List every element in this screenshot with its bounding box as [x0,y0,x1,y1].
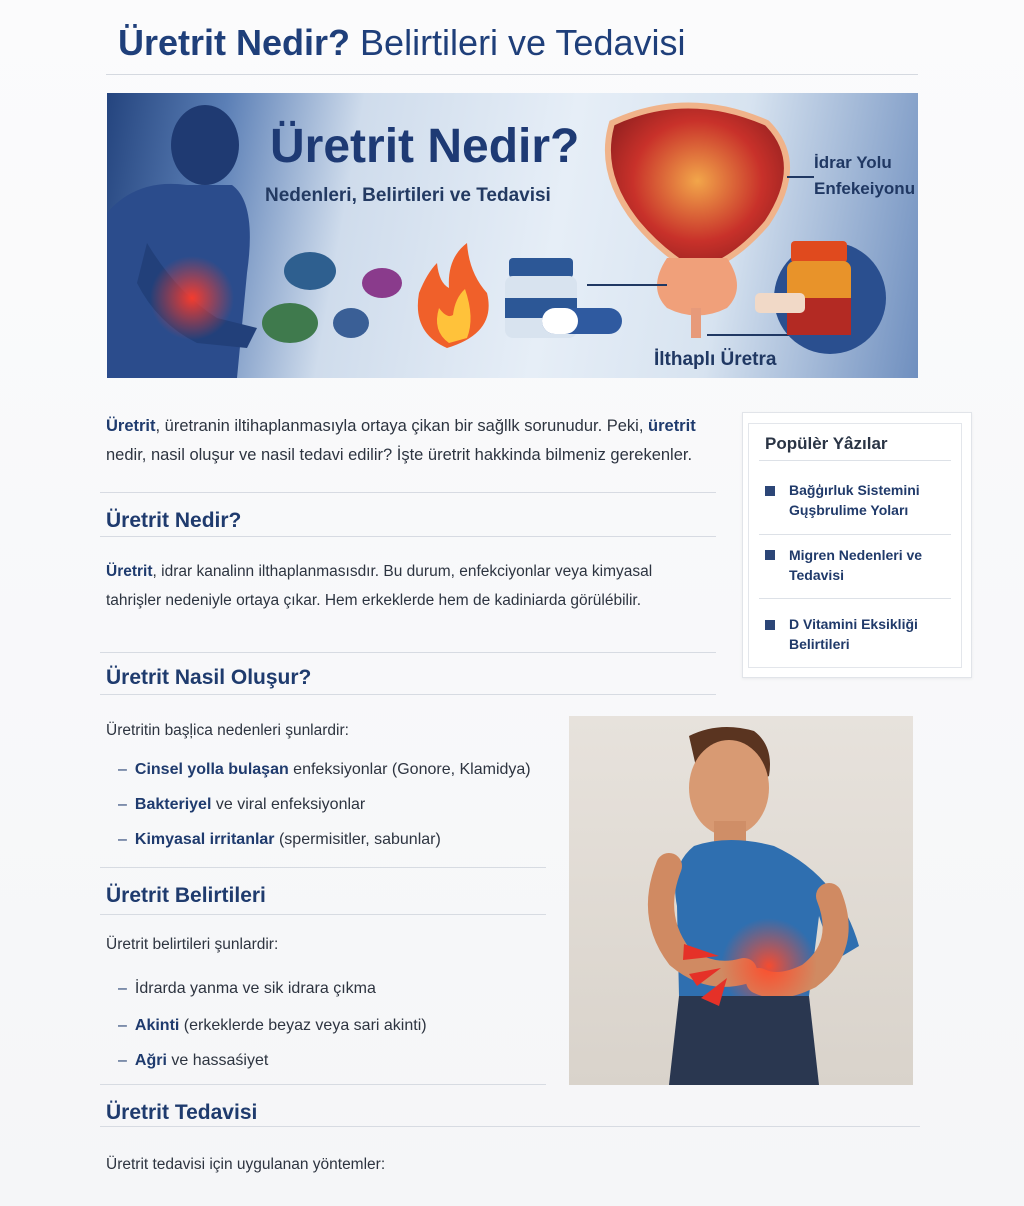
bacteria-icon [262,252,402,343]
list-item-text: ve hassaśiyet [166,1052,269,1069]
list-item-text: ve viral enfeksiyonlar [211,796,366,813]
sidebar-divider [759,460,951,461]
what-bold: Üretrit [106,563,153,580]
section-divider [100,652,716,653]
page-title [118,22,686,64]
list-item-text: (spermisitler, sabunlar) [274,831,441,848]
section-divider [100,1084,546,1085]
sidebar-item-link[interactable]: D Vitamini Eksikliği Belirtileri [789,616,918,652]
popular-posts-panel [748,423,962,668]
title-divider [106,74,918,75]
sidebar-divider [759,598,951,599]
list-item-bold: Akinti [134,1017,180,1034]
list-item: – Akinti (erkeklerde beyaz veya sari akinti) [118,1017,427,1034]
section-divider [100,867,546,868]
section-divider [100,492,716,493]
treatment-lead: Üretrit tedavisi için uygulanan yöntemler: [106,1156,386,1173]
list-item: – Bakteriyel ve viral enfeksiyonlar [118,796,366,813]
man-pain-illustration [569,716,913,1085]
list-item-bold: Cinsel yolla bulaşan [134,761,289,778]
list-item: – İdrarda yanma ve sik idrara çıkma [118,980,376,997]
banner-label-urethra: İlthaplı Üretra [654,349,777,370]
square-bullet-icon [765,550,775,560]
list-item-bold: Ağri [134,1052,167,1069]
intro-bold-1: Üretrit [106,417,156,435]
sidebar-divider [759,534,951,535]
intro-paragraph [106,412,716,470]
popular-posts-sidebar [742,412,972,678]
section-divider [100,536,716,537]
page-title-rest: Belirtileri ve Tedavisi [350,22,686,63]
hero-banner [107,93,918,378]
medicine-jar-icon [755,241,886,354]
list-item-bold: Bakteriyel [134,796,212,813]
banner-label-urinary: İdrar Yolu Enfekeiyonu [814,153,916,198]
sidebar-item-link[interactable]: Bağģırluk Sistemini Gųşbrulime Yoları [789,482,920,518]
how-lead: Üretritin başļica nedenleri şunlardir: [106,722,349,739]
banner-title: Üretrit Nedir? [270,120,580,173]
section-divider [100,1126,920,1127]
list-item-text: İdrarda yanma ve sik idrara çıkma [134,980,376,997]
heading-treatment: Üretrit Tedavisi [106,1101,258,1124]
heading-symptoms: Üretrit Belirtileri [106,884,266,907]
page-title-bold: Üretrit Nedir? [118,22,351,63]
banner-subtitle: Nedenleri, Belirtileri ve Tedavisi [265,185,551,206]
pill-bottle-icon [505,258,622,338]
square-bullet-icon [765,620,775,630]
list-item-bold: Kimyasal irritanlar [134,831,275,848]
intro-bold-2: üretrit [648,417,696,435]
sidebar-title: Popülèr Yâzılar [765,434,888,453]
sidebar-item-link[interactable]: Migren Nedenleri ve Tedavisi [789,547,923,583]
what-text: , idrar kanalinn ilthaplanmasısdır. Bu durum, enfekciyonlar veya kimyasal tahrişler nedeniyle ortaya çıkar. Hem erkeklerde hem de kadiniarda görülébilir. [106,563,653,609]
intro-text-1: , üretranin iltihaplanmasıyla ortaya çikan bir sağllk sorunudur. Peki, [155,417,649,435]
section-divider [100,914,546,915]
section-divider [100,694,716,695]
symptoms-lead: Üretrit belirtileri şunlardir: [106,936,279,953]
list-item: – Ağri ve hassaśiyet [118,1052,269,1069]
fire-icon [418,243,489,348]
list-item: – Kimyasal irritanlar (spermisitler, sabunlar) [118,831,441,848]
intro-text-2: nedir, nasil oluşur ve nasil tedavi edilir? İşte üretrit hakkinda bilmeniz gerekenler. [106,446,693,464]
list-item-text: enfeksiyonlar (Gonore, Klamidya) [288,761,531,778]
man-pain-image [569,716,913,1085]
list-item-text: (erkeklerde beyaz veya sari akinti) [179,1017,427,1034]
man-silhouette-icon [107,105,257,378]
heading-how: Üretrit Nasil Oluşur? [106,666,312,689]
list-item: – Cinsel yolla bulaşan enfeksiyonlar (Gonore, Klamidya) [118,761,531,778]
what-paragraph [106,557,686,615]
square-bullet-icon [765,486,775,496]
heading-what: Üretrit Nedir? [106,509,242,532]
